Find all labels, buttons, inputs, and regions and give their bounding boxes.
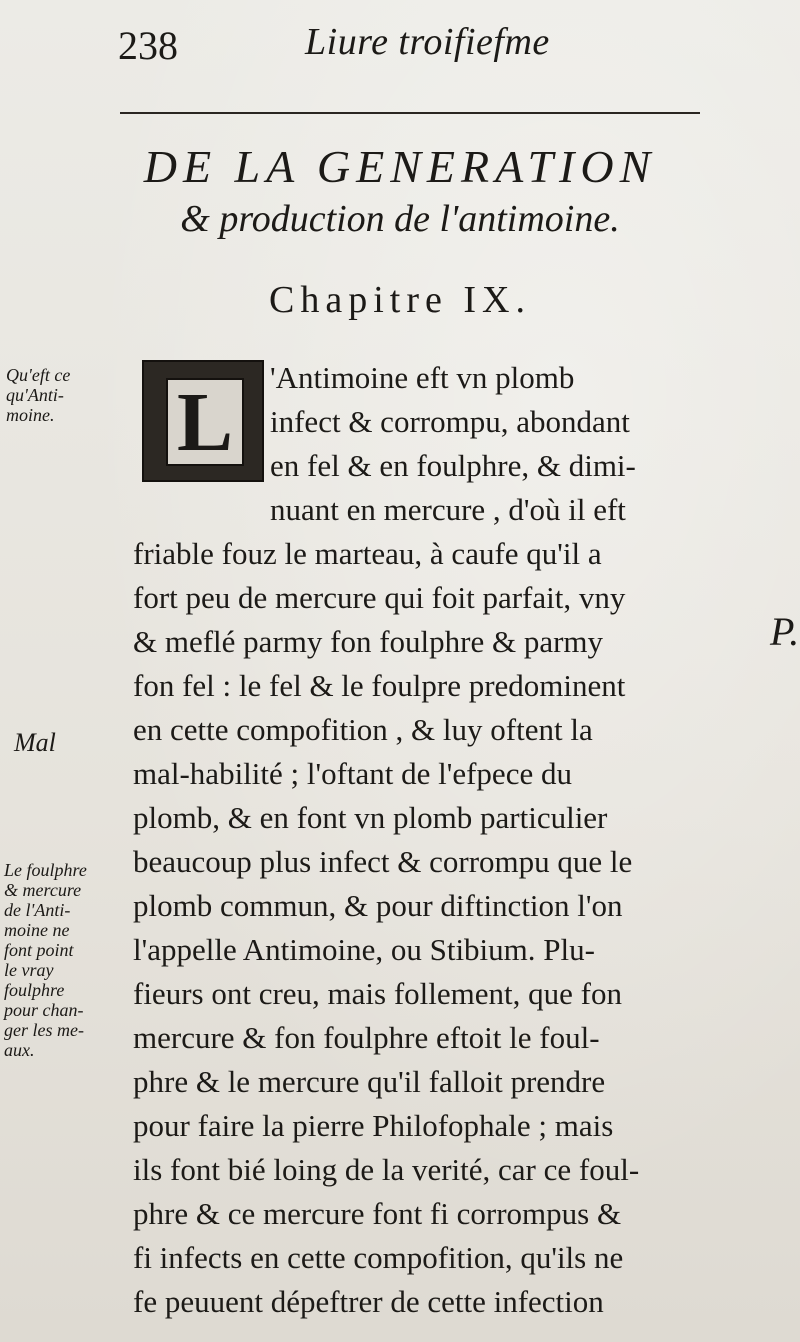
body-line: fi infects en cette compofition, qu'ils ne	[133, 1240, 624, 1275]
sidenote-line: qu'Anti-	[6, 385, 64, 405]
sidenote-soulphre	[4, 860, 116, 1060]
chapter-number: Chapitre IX.	[269, 279, 531, 321]
sidenote-line: ger les me-	[4, 1020, 84, 1040]
decorated-initial	[142, 360, 264, 482]
body-line: infect & corrompu, abondant	[270, 404, 630, 439]
body-line: & meflé parmy fon foulphre & parmy	[133, 624, 604, 659]
body-line: fort peu de mercure qui foit parfait, vny	[133, 580, 626, 615]
sidenote-line: & mercure	[4, 880, 82, 900]
sidenote-line: foulphre	[4, 980, 65, 1000]
sidenote-line: de l'Anti-	[4, 900, 71, 920]
body-line: plomb, & en font vn plomb particulier	[133, 800, 608, 835]
sidenote-line: aux.	[4, 1040, 35, 1060]
body-line: ils font bié loing de la verité, car ce foul-	[133, 1152, 640, 1187]
sidenote-line: moine ne	[4, 920, 70, 940]
sidenote-line: Le foulphre	[4, 860, 87, 880]
body-line: l'appelle Antimoine, ou Stibium. Plu-	[133, 932, 595, 967]
sidenote-antimoine	[6, 365, 118, 425]
body-line: en cette compofition , & luy oftent la	[133, 712, 593, 747]
sidenote-line: pour chan-	[4, 1000, 84, 1020]
body-line: pour faire la pierre Philofophale ; mais	[133, 1108, 614, 1143]
body-line: phre & le mercure qu'il falloit prendre	[133, 1064, 606, 1099]
chapter-subtitle: & production de l'antimoine.	[180, 198, 620, 240]
page-number: 238	[118, 23, 178, 68]
body-line: 'Antimoine eft vn plomb	[270, 360, 575, 395]
body-line: fon fel : le fel & le foulpre predominent	[133, 668, 626, 703]
chapter-title: DE LA GENERATION	[143, 141, 657, 192]
sidenote-line: font point	[4, 940, 74, 960]
body-line: plomb commun, & pour diftinction l'on	[133, 888, 623, 923]
body-line: mercure & fon foulphre eftoit le foul-	[133, 1020, 600, 1055]
header-rule	[120, 112, 700, 114]
body-line: mal-habilité ; l'oftant de l'efpece du	[133, 756, 572, 791]
body-line: phre & ce mercure font fi corrompus &	[133, 1196, 622, 1231]
running-head: Liure troifiefme	[305, 21, 550, 63]
sidenote-line: Qu'eft ce	[6, 365, 71, 385]
handwritten-annotation-right: P.	[770, 609, 800, 654]
drop-cap-letter: L	[166, 378, 244, 466]
body-line: fieurs ont creu, mais follement, que fon	[133, 976, 622, 1011]
sidenote-line: le vray	[4, 960, 54, 980]
body-line: friable fouz le marteau, à caufe qu'il a	[133, 536, 602, 571]
body-line: nuant en mercure , d'où il eft	[270, 492, 626, 527]
body-line: en fel & en foulphre, & dimi-	[270, 448, 636, 483]
body-line: fe peuuent dépeftrer de cette infection	[133, 1284, 604, 1319]
body-line: beaucoup plus infect & corrompu que le	[133, 844, 633, 879]
sidenote-line: moine.	[6, 405, 55, 425]
handwritten-annotation-left: Mal	[14, 728, 56, 757]
